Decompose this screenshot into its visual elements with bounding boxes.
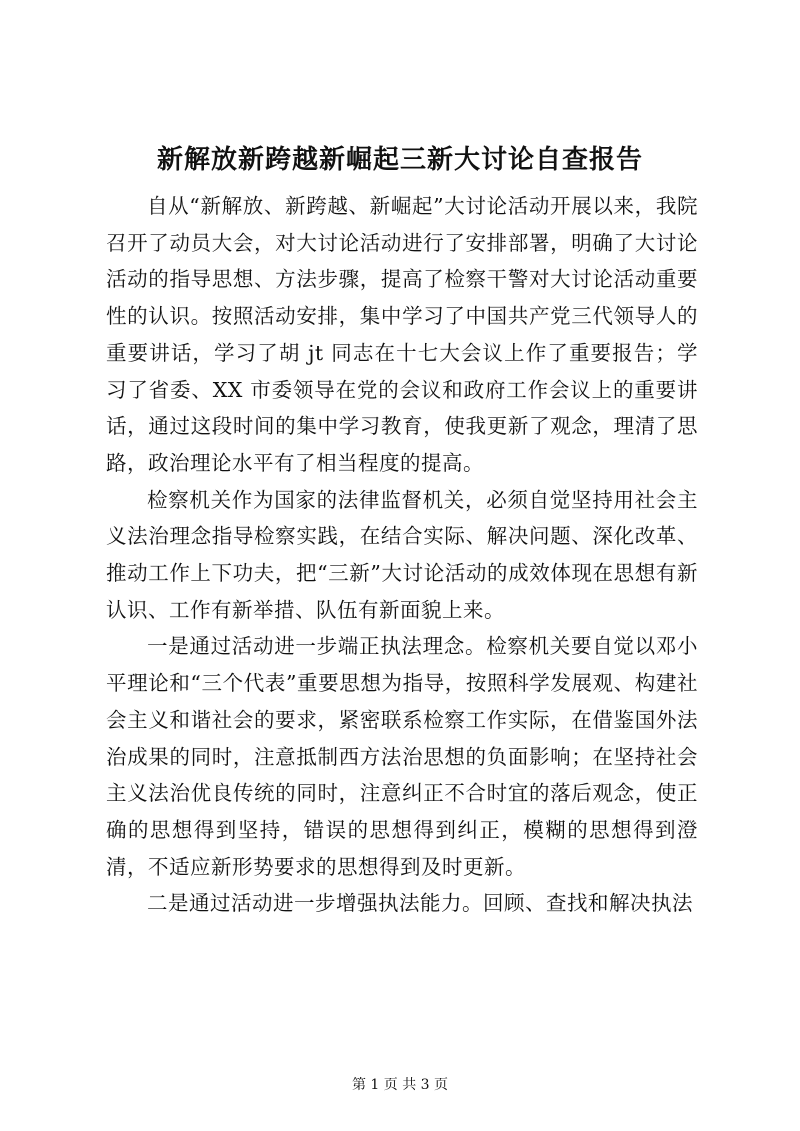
page-number-footer: 第 1 页 共 3 页 xyxy=(351,1077,449,1093)
document-title: 新解放新跨越新崛起三新大讨论自查报告 xyxy=(156,145,643,175)
paragraph: 二是通过活动进一步增强执法能力。回顾、查找和解决执法 xyxy=(147,891,693,916)
paragraph: 一是通过活动进一步端正执法理念。检察机关要自觉以邓小平理论和“三个代表”重要思想为指导，按照科学发展观、构建社会主义和谐社会的要求，紧密联系检察工作实际，在借鉴国外法治成果的同时，注意抵制西方法治思想的负面影响；在坚持社会主义法治优良传统的同时，注意纠正不合时宜的落后观念，使正确的思想得到坚持，错误的思想得到纠正，模糊的思想得到澄清，不适应新形势要求的思想得到及时更新。 xyxy=(106,634,698,879)
document-body xyxy=(106,188,698,922)
paragraph: 自从“新解放、新跨越、新崛起”大讨论活动开展以来，我院召开了动员大会，对大讨论活动进行了安排部署，明确了大讨论活动的指导思想、方法步骤，提高了检察干警对大讨论活动重要性的认识。按照活动安排，集中学习了中国共产党三代领导人的重要讲话，学习了胡 jt 同志在十七大会议上作了重要报告；学习了省委、XX 市委领导在党的会议和政府工作会议上的重要讲话，通过这段时间的集中学习教育，使我更新了观念，理清了思路，政治理论水平有了相当程度的提高。 xyxy=(106,194,698,475)
paragraph: 检察机关作为国家的法律监督机关，必须自觉坚持用社会主义法治理念指导检察实践，在结合实际、解决问题、深化改革、推动工作上下功夫，把“三新”大讨论活动的成效体现在思想有新认识、工作有新举措、队伍有新面貌上来。 xyxy=(106,487,698,622)
